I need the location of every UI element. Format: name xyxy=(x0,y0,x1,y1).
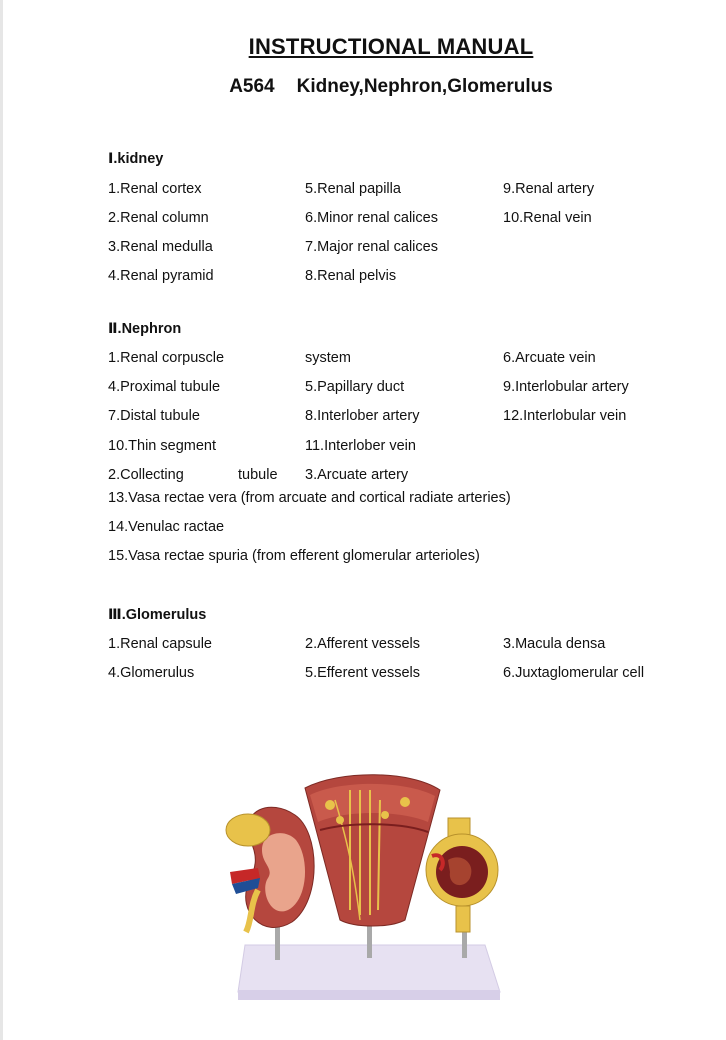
nephron-item: 9.Interlobular artery xyxy=(503,379,629,395)
nephron-item: system xyxy=(305,350,351,366)
section-heading-glomerulus: Ⅲ.Glomerulus xyxy=(108,607,207,623)
page-edge xyxy=(0,0,3,1040)
nephron-item: 11.Interlober vein xyxy=(305,438,416,454)
kidney-item: 6.Minor renal calices xyxy=(305,210,438,226)
nephron-line: 14.Venulac ractae xyxy=(108,519,225,535)
glomerulus-item: 3.Macula densa xyxy=(503,636,606,652)
nephron-item: 5.Papillary duct xyxy=(305,379,405,395)
section-heading-nephron: Ⅱ.Nephron xyxy=(108,321,182,337)
kidney-item: 5.Renal papilla xyxy=(305,181,401,197)
nephron-item: 4.Proximal tubule xyxy=(108,379,221,395)
manual-title: INSTRUCTIONAL MANUAL xyxy=(248,34,534,59)
nephron-item: 1.Renal corpuscle xyxy=(108,350,225,366)
nephron-line: 13.Vasa rectae vera (from arcuate and cortical radiate arteries) xyxy=(108,490,511,506)
nephron-item: tubule xyxy=(238,467,278,483)
glomerulus-item: 2.Afferent vessels xyxy=(305,636,420,652)
nephron-item: 12.Interlobular vein xyxy=(503,408,627,424)
glomerulus-item: 1.Renal capsule xyxy=(108,636,212,652)
nephron-item: 7.Distal tubule xyxy=(108,408,200,424)
nephron-item: 6.Arcuate vein xyxy=(503,350,596,366)
model-code: A564 xyxy=(229,76,275,97)
nephron-item: 3.Arcuate artery xyxy=(305,467,409,483)
nephron-model xyxy=(305,775,440,926)
kidney-model xyxy=(226,807,314,932)
glomerulus-item: 4.Glomerulus xyxy=(108,665,195,681)
kidney-item: 9.Renal artery xyxy=(503,181,595,197)
kidney-item: 4.Renal pyramid xyxy=(108,268,214,284)
anatomical-model-image xyxy=(200,760,520,1020)
nephron-line: 15.Vasa rectae spuria (from efferent glomerular arterioles) xyxy=(108,548,480,564)
kidney-item: 3.Renal medulla xyxy=(108,239,213,255)
model-subtitle xyxy=(0,76,726,98)
kidney-item: 10.Renal vein xyxy=(503,210,592,226)
nephron-item: 10.Thin segment xyxy=(108,438,217,454)
glomerulus-item: 6.Juxtaglomerular cell xyxy=(503,665,645,681)
nephron-item: 2.Collecting xyxy=(108,467,184,483)
kidney-item: 7.Major renal calices xyxy=(305,239,438,255)
glomerulus-item: 5.Efferent vessels xyxy=(305,665,420,681)
nephron-item: 8.Interlober artery xyxy=(305,408,420,424)
kidney-item: 2.Renal column xyxy=(108,210,209,226)
section-heading-kidney: Ⅰ.kidney xyxy=(108,151,164,167)
model-name: Kidney,Nephron,Glomerulus xyxy=(296,76,553,97)
kidney-item: 1.Renal cortex xyxy=(108,181,202,197)
kidney-item: 8.Renal pelvis xyxy=(305,268,397,284)
glomerulus-model xyxy=(426,818,498,932)
